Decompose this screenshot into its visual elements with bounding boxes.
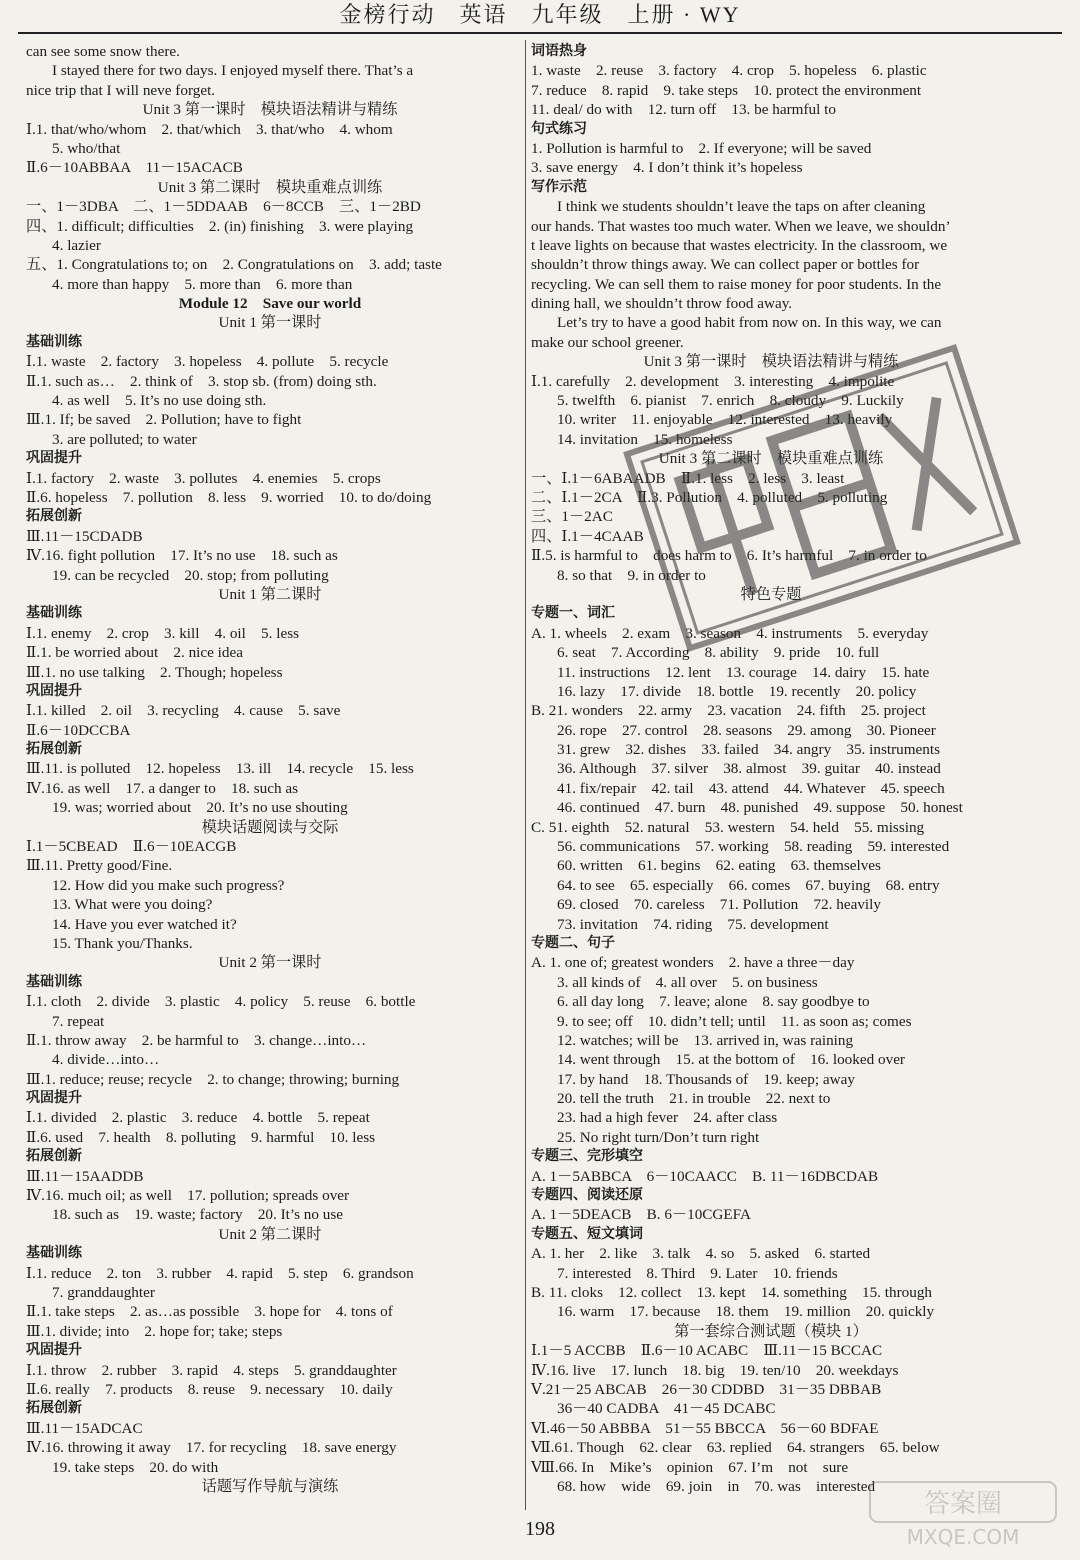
section-heading: 巩固提升 xyxy=(26,682,82,699)
answer-line: Ⅳ.16. as well 17. a danger to 18. such as xyxy=(26,779,299,797)
answer-line: Ⅵ.46－50 ABBBA 51－55 BBCCA 56－60 BDFAE xyxy=(531,1419,879,1437)
page-number: 198 xyxy=(525,1518,555,1540)
answer-line: 19. can be recycled 20. stop; from polluting xyxy=(52,566,329,584)
answer-line: Ⅴ.21－25 ABCAB 26－30 CDDBD 31－35 DBBAB xyxy=(531,1380,882,1398)
answer-line: 7. interested 8. Third 9. Later 10. friends xyxy=(557,1264,838,1282)
answer-line: Ⅰ.1. carefully 2. development 3. interesting 4. impolite xyxy=(531,372,895,390)
answer-line: 6. seat 7. According 8. ability 9. pride 10. full xyxy=(557,644,880,662)
answer-line: 一、Ⅰ.1－6ABAADB Ⅱ.1. less 2. less 3. least xyxy=(531,469,845,487)
section-heading: 基础训练 xyxy=(26,605,82,622)
answer-line: 5. twelfth 6. pianist 7. enrich 8. cloudy 9. Luckily xyxy=(557,392,904,410)
answer-line: nice trip that I will neve forget. xyxy=(26,81,216,99)
answer-line: 31. grew 32. dishes 33. failed 34. angry 35. instruments xyxy=(557,741,941,759)
answer-line: 68. how wide 69. join in 70. was interested xyxy=(557,1477,876,1495)
answer-line: 3. all kinds of 4. all over 5. on business xyxy=(557,973,818,991)
section-heading: 专题四、阅读还原 xyxy=(531,1187,643,1204)
answer-line: 1. waste 2. reuse 3. factory 4. crop 5. hopeless 6. plastic xyxy=(531,62,927,80)
answer-line: 56. communications 57. working 58. reading 59. interested xyxy=(557,838,950,856)
answer-line: 64. to see 65. especially 66. comes 67. buying 68. entry xyxy=(557,876,940,894)
answer-line: A. 1－5DEACB B. 6－10CGEFA xyxy=(531,1206,751,1224)
unit-heading: Unit 3 第二课时 模块重难点训练 xyxy=(658,450,884,468)
left-column xyxy=(26,42,514,1496)
answer-line: 6. all day long 7. leave; alone 8. say goodbye to xyxy=(557,993,870,1011)
answer-line: A. 1. one of; greatest wonders 2. have a three－day xyxy=(531,954,855,972)
svg-text:MXQE.COM: MXQE.COM xyxy=(906,1525,1020,1549)
section-heading: 拓展创新 xyxy=(26,508,82,525)
answer-line: 4. as well 5. It’s no use doing sth. xyxy=(52,392,267,410)
answer-line: Ⅰ.1. killed 2. oil 3. recycling 4. cause 5. save xyxy=(26,702,341,720)
answer-line: 四、Ⅰ.1－4CAAB xyxy=(531,527,644,545)
answer-line: our hands. That wastes too much water. When we leave, we shouldn’ xyxy=(531,217,951,235)
answer-line: 14. went through 15. at the bottom of 16. looked over xyxy=(557,1051,905,1069)
answer-line: 12. How did you make such progress? xyxy=(52,876,285,894)
answer-line: Ⅲ.11. is polluted 12. hopeless 13. ill 14. recycle 15. less xyxy=(26,760,414,778)
answer-line: Ⅳ.16. throwing it away 17. for recycling 18. save energy xyxy=(26,1439,397,1457)
answer-line: Ⅰ.1－5 ACCBB Ⅱ.6－10 ACABC Ⅲ.11－15 BCCAC xyxy=(531,1342,883,1360)
answer-line: 14. invitation 15. homeless xyxy=(557,430,733,448)
answer-line: 四、1. difficult; difficulties 2. (in) finishing 3. were playing xyxy=(26,217,414,235)
answer-line: 12. watches; will be 13. arrived in, was raining xyxy=(557,1031,854,1049)
section-heading: 词语热身 xyxy=(531,43,587,59)
answer-line: 41. fix/repair 42. tail 43. attend 44. Whatever 45. speech xyxy=(557,779,945,797)
answer-line: Ⅲ.11－15ADCAC xyxy=(26,1419,143,1437)
answer-line: Ⅱ.6. hopeless 7. pollution 8. less 9. worried 10. to do/doing xyxy=(26,488,432,506)
unit-heading: 第一套综合测试题（模块 1） xyxy=(674,1322,868,1340)
answer-line: Ⅱ.5. is harmful to does harm to 6. It’s harmful 7. in order to xyxy=(531,547,927,565)
answer-line: recycling. We can sell them to raise money for poor students. In the xyxy=(531,275,942,293)
answer-line: 36－40 CADBA 41－45 DCABC xyxy=(557,1400,776,1418)
answer-line: Ⅳ.16. fight pollution 17. It’s no use 18. such as xyxy=(26,547,338,565)
answer-line: Ⅲ.1. divide; into 2. hope for; take; steps xyxy=(26,1322,283,1340)
answer-line: B. 11. cloks 12. collect 13. kept 14. something 15. through xyxy=(531,1284,933,1301)
answer-line: Ⅱ.1. throw away 2. be harmful to 3. change…into… xyxy=(26,1031,367,1049)
answer-line: Ⅰ.1. cloth 2. divide 3. plastic 4. policy 5. reuse 6. bottle xyxy=(26,993,416,1011)
answer-line: Ⅰ.1. factory 2. waste 3. pollutes 4. enemies 5. crops xyxy=(26,469,381,487)
answer-line: t leave lights on because that wastes electricity. In the classroom, we xyxy=(531,236,948,254)
unit-heading: 特色专题 xyxy=(740,585,802,603)
answer-line: Ⅲ.11－15AADDB xyxy=(26,1167,144,1185)
answer-line: Ⅲ.11－15CDADB xyxy=(26,527,143,545)
answer-line: 7. granddaughter xyxy=(52,1284,155,1301)
section-heading: 专题一、词汇 xyxy=(531,605,615,622)
section-heading: 基础训练 xyxy=(26,1245,82,1262)
answer-line: Ⅰ.1. reduce 2. ton 3. rubber 4. rapid 5. step 6. grandson xyxy=(26,1264,414,1282)
answer-line: 4. more than happy 5. more than 6. more than xyxy=(52,275,353,293)
unit-heading: 模块话题阅读与交际 xyxy=(201,818,339,836)
answer-line: C. 51. eighth 52. natural 53. western 54. held 55. missing xyxy=(531,818,925,836)
unit-heading: Unit 3 第二课时 模块重难点训练 xyxy=(157,178,383,196)
section-heading: 拓展创新 xyxy=(26,1400,82,1417)
answer-line: 25. No right turn/Don’t turn right xyxy=(557,1128,760,1146)
answer-line: 17. by hand 18. Thousands of 19. keep; away xyxy=(557,1070,855,1088)
section-heading: 专题三、完形填空 xyxy=(531,1148,643,1165)
answer-line: Ⅰ.1. throw 2. rubber 3. rapid 4. steps 5. granddaughter xyxy=(26,1361,397,1379)
answer-line: I think we students shouldn’t leave the taps on after cleaning xyxy=(557,198,926,216)
answer-line: 26. rope 27. control 28. seasons 29. among 30. Pioneer xyxy=(557,721,936,739)
answer-line: 16. warm 17. because 18. them 19. million 20. quickly xyxy=(557,1303,935,1321)
answer-line: 69. closed 70. careless 71. Pollution 72. heavily xyxy=(557,896,881,914)
answer-line: Ⅰ.1. waste 2. factory 3. hopeless 4. pollute 5. recycle xyxy=(26,353,389,371)
answer-line: 五、1. Congratulations to; on 2. Congratulations on 3. add; taste xyxy=(26,256,442,274)
answer-line: Ⅶ.61. Though 62. clear 63. replied 64. strangers 65. below xyxy=(531,1439,940,1457)
answer-line: Ⅲ.1. no use talking 2. Though; hopeless xyxy=(26,663,283,681)
answer-line: 20. tell the truth 21. in trouble 22. next to xyxy=(557,1090,831,1108)
answer-line: Ⅰ.1. that/who/whom 2. that/which 3. that/who 4. whom xyxy=(26,120,393,138)
answer-line: make our school greener. xyxy=(531,333,684,351)
header-rule xyxy=(18,32,1062,34)
answer-line: 15. Thank you/Thanks. xyxy=(52,934,193,952)
unit-heading: Unit 1 第一课时 xyxy=(218,314,322,332)
unit-heading: Unit 2 第一课时 xyxy=(218,954,322,972)
section-heading: 专题二、句子 xyxy=(531,934,615,951)
answer-line: 14. Have you ever watched it? xyxy=(52,915,237,933)
section-heading: 专题五、短文填词 xyxy=(531,1225,643,1242)
section-heading: 拓展创新 xyxy=(26,741,82,758)
answer-line: Ⅱ.6－10ABBAA 11－15ACACB xyxy=(26,159,243,177)
right-column xyxy=(531,42,1011,1496)
unit-heading: Unit 1 第二课时 xyxy=(218,585,322,603)
answer-line: Ⅱ.6. used 7. health 8. polluting 9. harmful 10. less xyxy=(26,1128,376,1146)
answer-line: 16. lazy 17. divide 18. bottle 19. recently 20. policy xyxy=(557,682,917,700)
answer-line: Ⅲ.1. If; be saved 2. Pollution; have to fight xyxy=(26,411,302,429)
section-heading: 巩固提升 xyxy=(26,1090,82,1107)
answer-line: 46. continued 47. burn 48. punished 49. suppose 50. honest xyxy=(557,799,963,817)
answer-line: 二、Ⅰ.1－2CA Ⅱ.3. Pollution 4. polluted 5. polluting xyxy=(531,488,888,506)
answer-line: 4. lazier xyxy=(52,236,101,254)
answer-line: 23. had a high fever 24. after class xyxy=(557,1109,778,1127)
answer-line: 11. deal/ do with 12. turn off 13. be harmful to xyxy=(531,101,836,119)
answer-line: 7. reduce 8. rapid 9. take steps 10. protect the environment xyxy=(531,81,922,99)
answer-line: 4. divide…into… xyxy=(52,1051,160,1069)
answer-line: 36. Although 37. silver 38. almost 39. guitar 40. instead xyxy=(557,760,941,778)
page-header: 金榜行动 英语 九年级 上册 · WY xyxy=(339,2,741,27)
answer-line: dining hall, we shouldn’t throw food away. xyxy=(531,295,793,313)
answer-line: 13. What were you doing? xyxy=(52,896,213,914)
answer-line: Ⅱ.1. take steps 2. as…as possible 3. hope for 4. tons of xyxy=(26,1303,393,1321)
answer-line: Ⅱ.6. really 7. products 8. reuse 9. necessary 10. daily xyxy=(26,1380,393,1398)
section-heading: 巩固提升 xyxy=(26,450,82,467)
answer-line: 一、1－3DBA 二、1－5DDAAB 6－8CCB 三、1－2BD xyxy=(26,198,421,216)
answer-line: 19. was; worried about 20. It’s no use shouting xyxy=(52,799,348,817)
unit-heading: 话题写作导航与演练 xyxy=(201,1477,339,1495)
unit-heading: Module 12 Save our world xyxy=(178,295,362,313)
answer-line: Ⅰ.1. enemy 2. crop 3. kill 4. oil 5. less xyxy=(26,624,300,642)
unit-heading: Unit 2 第二课时 xyxy=(218,1225,322,1243)
answer-line: Ⅳ.16. live 17. lunch 18. big 19. ten/10 20. weekdays xyxy=(531,1361,899,1379)
answer-line: B. 21. wonders 22. army 23. vacation 24. fifth 25. project xyxy=(531,702,926,720)
answer-line: 19. take steps 20. do with xyxy=(52,1458,219,1476)
section-heading: 基础训练 xyxy=(26,333,82,350)
answer-line: A. 1. wheels 2. exam 3. season 4. instruments 5. everyday xyxy=(531,624,929,642)
answer-line: 7. repeat xyxy=(52,1012,105,1030)
answer-line: Ⅲ.1. reduce; reuse; recycle 2. to change; throwing; burning xyxy=(26,1070,400,1088)
svg-text:答案圈: 答案圈 xyxy=(923,1489,1003,1519)
answer-line: Ⅰ.1－5CBEAD Ⅱ.6－10EACGB xyxy=(26,838,237,856)
section-heading: 句式练习 xyxy=(531,120,587,137)
answer-line: Ⅱ.6－10DCCBA xyxy=(26,721,131,739)
answer-line: Ⅰ.1. divided 2. plastic 3. reduce 4. bottle 5. repeat xyxy=(26,1109,370,1127)
answer-line: 1. Pollution is harmful to 2. If everyone; will be saved xyxy=(531,139,872,157)
answer-line: 8. so that 9. in order to xyxy=(557,566,706,584)
section-heading: 拓展创新 xyxy=(26,1148,82,1165)
column-divider xyxy=(525,40,526,1510)
section-heading: 巩固提升 xyxy=(26,1342,82,1359)
answer-line: Ⅷ.66. In Mike’s opinion 67. I’m not sure xyxy=(531,1458,849,1476)
answer-line: Let’s try to have a good habit from now on. In this way, we can xyxy=(557,314,942,332)
answer-line: 9. to see; off 10. didn’t tell; until 11. as soon as; comes xyxy=(557,1012,912,1030)
answer-line: Ⅲ.11. Pretty good/Fine. xyxy=(26,857,173,875)
answer-line: Ⅱ.1. such as… 2. think of 3. stop sb. (from) doing sth. xyxy=(26,372,377,390)
answer-line: 73. invitation 74. riding 75. development xyxy=(557,915,829,933)
answer-line: shouldn’t throw things away. We can collect paper or bottles for xyxy=(531,256,920,274)
unit-heading: Unit 3 第一课时 模块语法精讲与精练 xyxy=(643,353,899,371)
answer-line: 10. writer 11. enjoyable 12. interested 13. heavily xyxy=(557,411,893,429)
answer-line: Ⅱ.1. be worried about 2. nice idea xyxy=(26,644,243,662)
answer-line: 3. are polluted; to water xyxy=(52,430,197,448)
answer-line: 5. who/that xyxy=(52,139,121,157)
answer-line: I stayed there for two days. I enjoyed myself there. That’s a xyxy=(52,62,414,80)
answer-line: 18. such as 19. waste; factory 20. It’s no use xyxy=(52,1206,344,1224)
answer-line: 60. written 61. begins 62. eating 63. themselves xyxy=(557,857,881,875)
answer-line: can see some snow there. xyxy=(26,43,180,60)
answer-line: 3. save energy 4. I don’t think it’s hopeless xyxy=(531,159,803,177)
section-heading: 基础训练 xyxy=(26,973,82,990)
section-heading: 写作示范 xyxy=(531,178,587,195)
answer-line: Ⅳ.16. much oil; as well 17. pollution; spreads over xyxy=(26,1187,350,1205)
answer-line: A. 1－5ABBCA 6－10CAACC B. 11－16DBCDAB xyxy=(531,1167,879,1185)
unit-heading: Unit 3 第一课时 模块语法精讲与精练 xyxy=(142,101,398,119)
answer-line: 三、1－2AC xyxy=(531,508,613,526)
answer-line: 11. instructions 12. lent 13. courage 14. dairy 15. hate xyxy=(557,663,930,681)
answer-line: A. 1. her 2. like 3. talk 4. so 5. asked 6. started xyxy=(531,1245,871,1263)
